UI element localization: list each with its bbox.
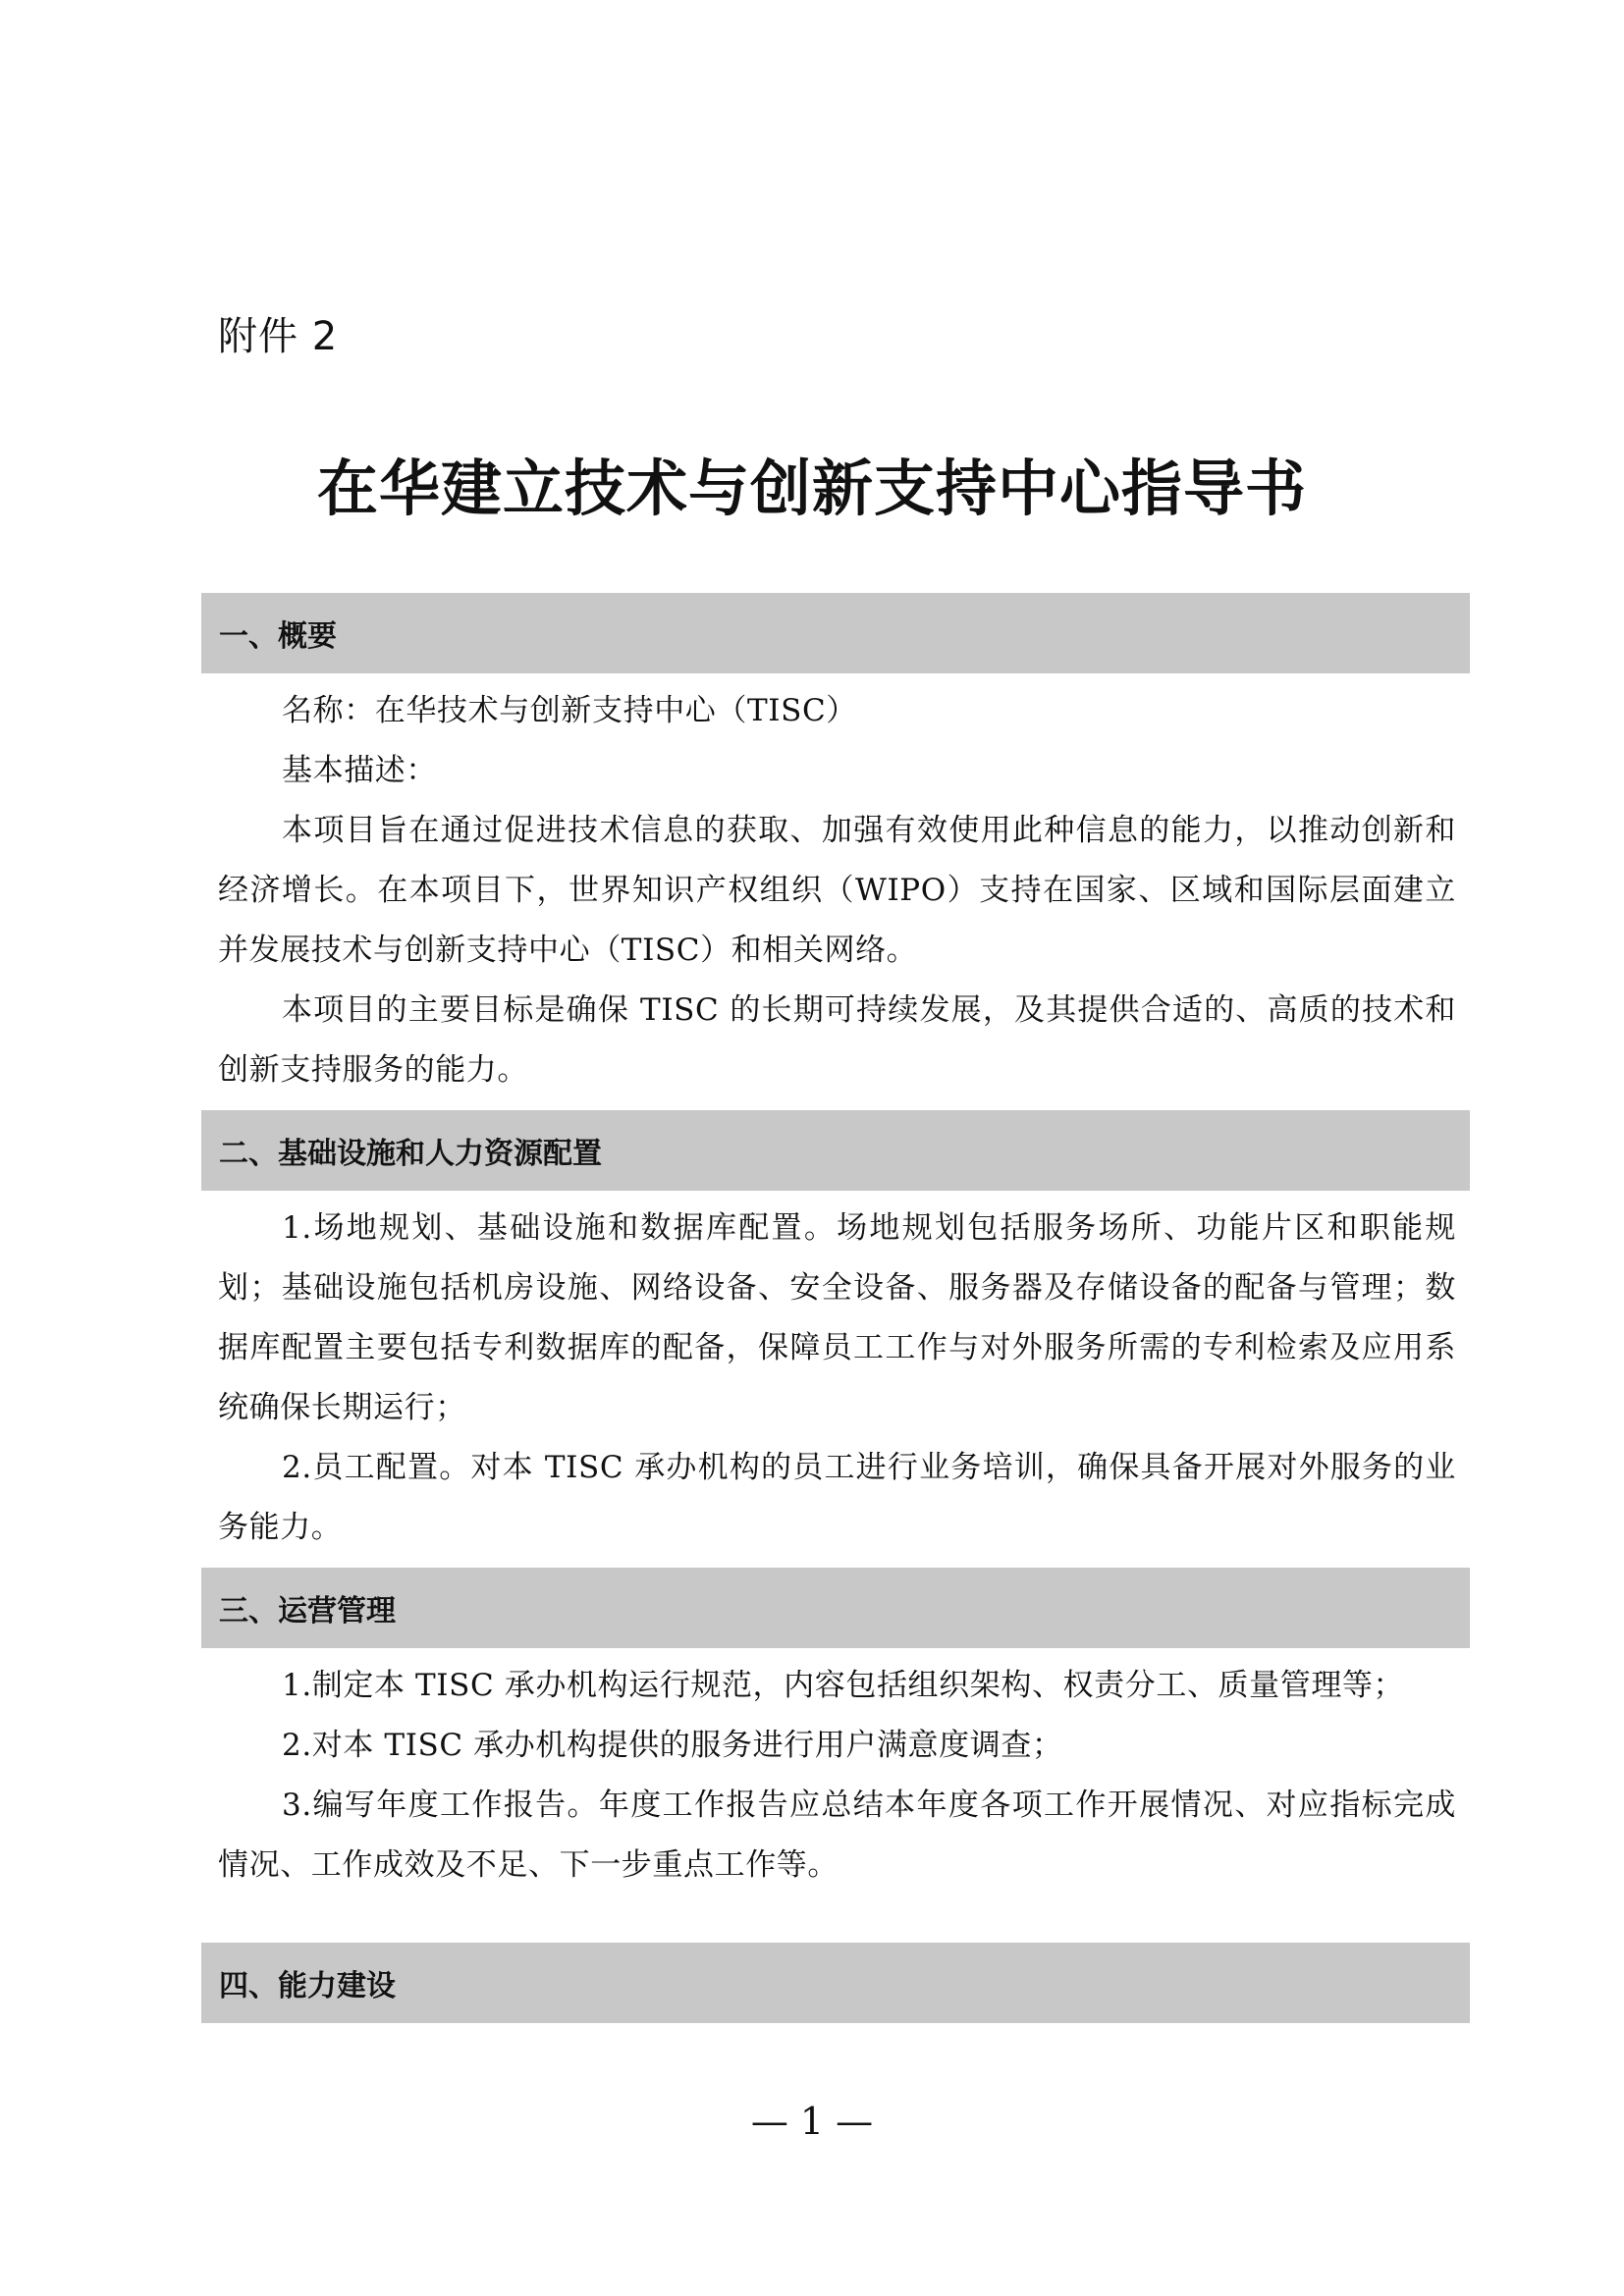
document-title: 在华建立技术与创新支持中心指导书 (316, 453, 1307, 524)
section-heading-infrastructure: 二、基础设施和人力资源配置 (201, 1110, 1470, 1191)
attachment-label: 附件 2 (218, 314, 339, 359)
paragraph: 本项目的主要目标是确保 TISC 的长期可持续发展，及其提供合适的、高质的技术和创新支持服务的能力。 (218, 992, 1456, 1088)
document-body (201, 593, 1470, 2023)
section-heading-capacity-building: 四、能力建设 (201, 1943, 1470, 2023)
paragraph: 3.编写年度工作报告。年度工作报告应总结本年度各项工作开展情况、对应指标完成情况、工作成效及不足、下一步重点工作等。 (218, 1788, 1456, 1883)
paragraph: 基本描述： (282, 753, 437, 788)
section-body-infrastructure (201, 1191, 1470, 1558)
paragraph: 2.对本 TISC 承办机构提供的服务进行用户满意度调查； (282, 1728, 1063, 1763)
paragraph: 1.场地规划、基础设施和数据库配置。场地规划包括服务场所、功能片区和职能规划；基础设施包括机房设施、网络设备、安全设备、服务器及存储设备的配备与管理；数据库配置主要包括专利数据库的配备，保障员工工作与对外服务所需的专利检索及应用系统确保长期运行； (218, 1210, 1456, 1425)
paragraph: 2.员工配置。对本 TISC 承办机构的员工进行业务培训，确保具备开展对外服务的业务能力。 (218, 1450, 1456, 1545)
paragraph: 名称：在华技术与创新支持中心（TISC） (282, 693, 857, 728)
paragraph: 1.制定本 TISC 承办机构运行规范，内容包括组织架构、权责分工、质量管理等； (282, 1668, 1405, 1703)
page-number: — 1 — (750, 2100, 874, 2143)
paragraph: 本项目旨在通过促进技术信息的获取、加强有效使用此种信息的能力，以推动创新和经济增长。在本项目下，世界知识产权组织（WIPO）支持在国家、区域和国际层面建立并发展技术与创新支持中心（TISC）和相关网络。 (218, 813, 1456, 968)
section-heading-operations: 三、运营管理 (201, 1568, 1470, 1648)
section-body-overview (201, 673, 1470, 1100)
section-body-operations (201, 1648, 1470, 1896)
section-heading-overview: 一、概要 (201, 593, 1470, 673)
